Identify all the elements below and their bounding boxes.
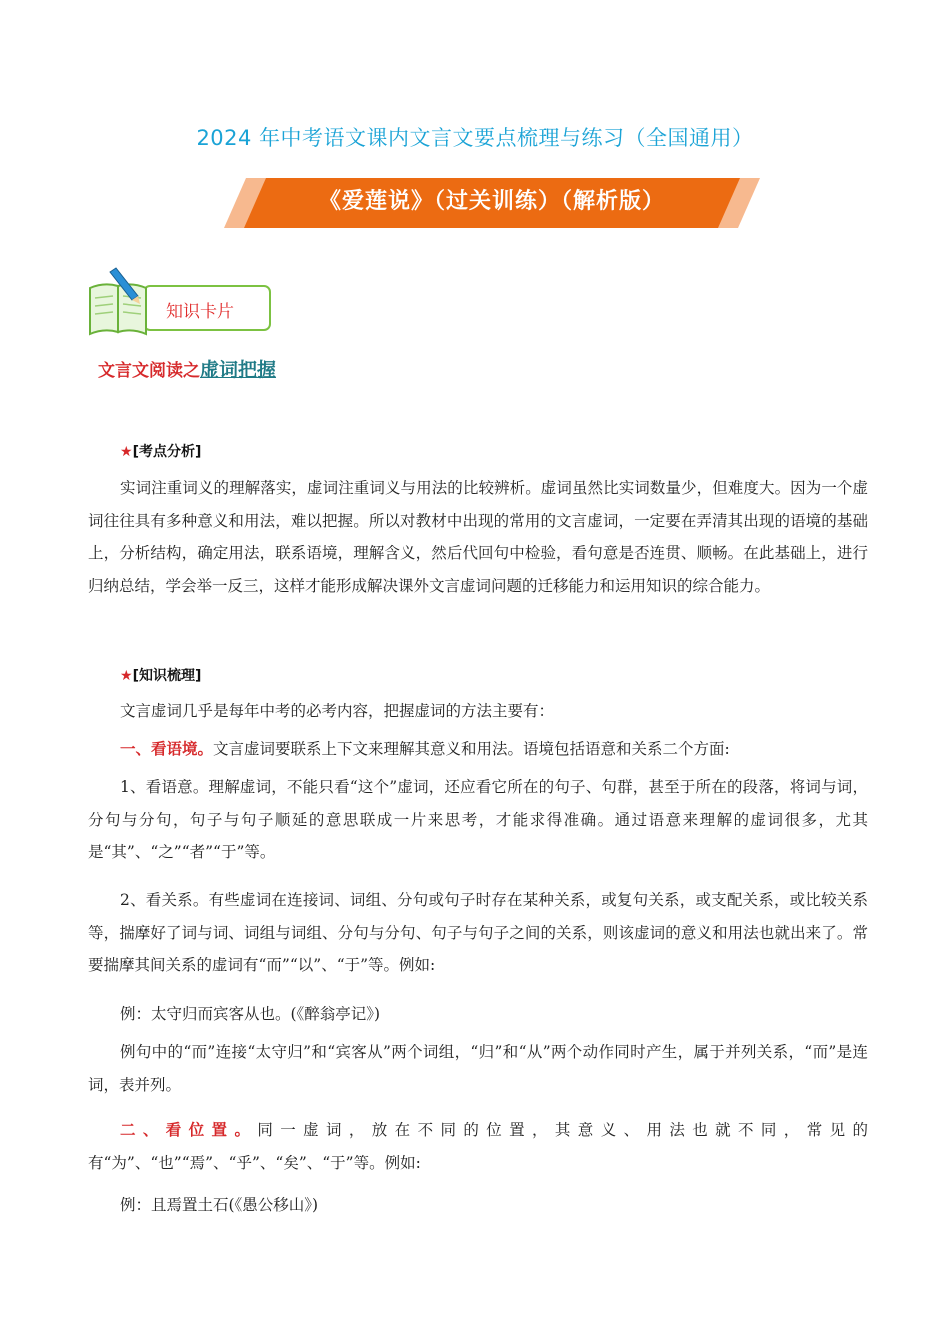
- knowledge-intro: 文言虚词几乎是每年中考的必考内容，把握虚词的方法主要有：: [120, 702, 555, 720]
- item-two: 2、看关系。有些虚词在连接词、词组、分句或句子时存在某种关系，或复句关系，或支配关系，或比较关系等，揣摩好了词与词、词组与词组、分句与分句、句子与句子之间的关系，则该虚词的意义和用法也就出来了。常要揣摩其间关系的虚词有“而”“以”、“于”等。例如:: [88, 891, 868, 974]
- point-one-text: 文言虚词要联系上下文来理解其意义和用法。语境包括语意和关系二个方面:: [213, 740, 730, 758]
- title-banner: [224, 178, 760, 228]
- example-two: 例：且焉置土石(《愚公移山》): [120, 1196, 319, 1214]
- card-label: 知识卡片: [166, 302, 234, 322]
- point-two-text: 同一虚词，放在不同的位置，其意义、用法也就不同，常见的有“为”、“也”“焉”、“乎”、“矣”、“于”等。例如:: [88, 1121, 868, 1172]
- knowledge-card-badge: [86, 266, 276, 340]
- subheading-accent: 虚词把握: [200, 359, 277, 381]
- analysis-heading: [120, 441, 201, 461]
- example-one-explanation: 例句中的“而”连接“太守归”和“宾客从”两个词组，“归”和“从”两个动作同时产生，属于并列关系，“而”是连词，表并列。: [88, 1043, 868, 1094]
- star-icon: ★: [120, 444, 133, 460]
- document-title: 2024 年中考语文课内文言文要点梳理与练习（全国通用）: [196, 126, 754, 150]
- point-one-label: 一、看语境。: [120, 739, 214, 758]
- star-icon: ★: [120, 668, 133, 684]
- point-two-label: 二、看位置。: [120, 1120, 258, 1139]
- point-one: [88, 733, 868, 766]
- section-subheading: [98, 355, 276, 382]
- subheading-prefix: 文言文阅读之: [98, 361, 200, 381]
- analysis-heading-text: [考点分析]: [132, 444, 202, 460]
- analysis-paragraph: 实词注重词义的理解落实，虚词注重词义与用法的比较辨析。虚词虽然比实词数量少，但难度大。因为一个虚词往往具有多种意义和用法，难以把握。所以对教材中出现的常用的文言虚词，一定要在弄清其出现的语境的基础上，分析结构，确定用法，联系语境，理解含义，然后代回句中检验，看句意是否连贯、顺畅。在此基础上，进行归纳总结，学会举一反三，这样才能形成解决课外文言虚词问题的迁移能力和运用知识的综合能力。: [88, 479, 868, 595]
- item-one: 1、看语意。理解虚词，不能只看“这个”虚词，还应看它所在的句子、句群，甚至于所在的段落，将词与词，分句与分句，句子与句子顺延的意思联成一片来思考，才能求得准确。通过语意来理解的虚词很多，尤其是“其”、“之”“者”“于”等。: [88, 778, 868, 861]
- knowledge-heading: [120, 665, 201, 685]
- example-one: 例：太守归而宾客从也。(《醉翁亭记》): [120, 1005, 381, 1023]
- point-two: [88, 1114, 868, 1179]
- banner-title: 《爱莲说》（过关训练）（解析版）: [318, 189, 665, 214]
- knowledge-heading-text: [知识梳理]: [132, 668, 202, 684]
